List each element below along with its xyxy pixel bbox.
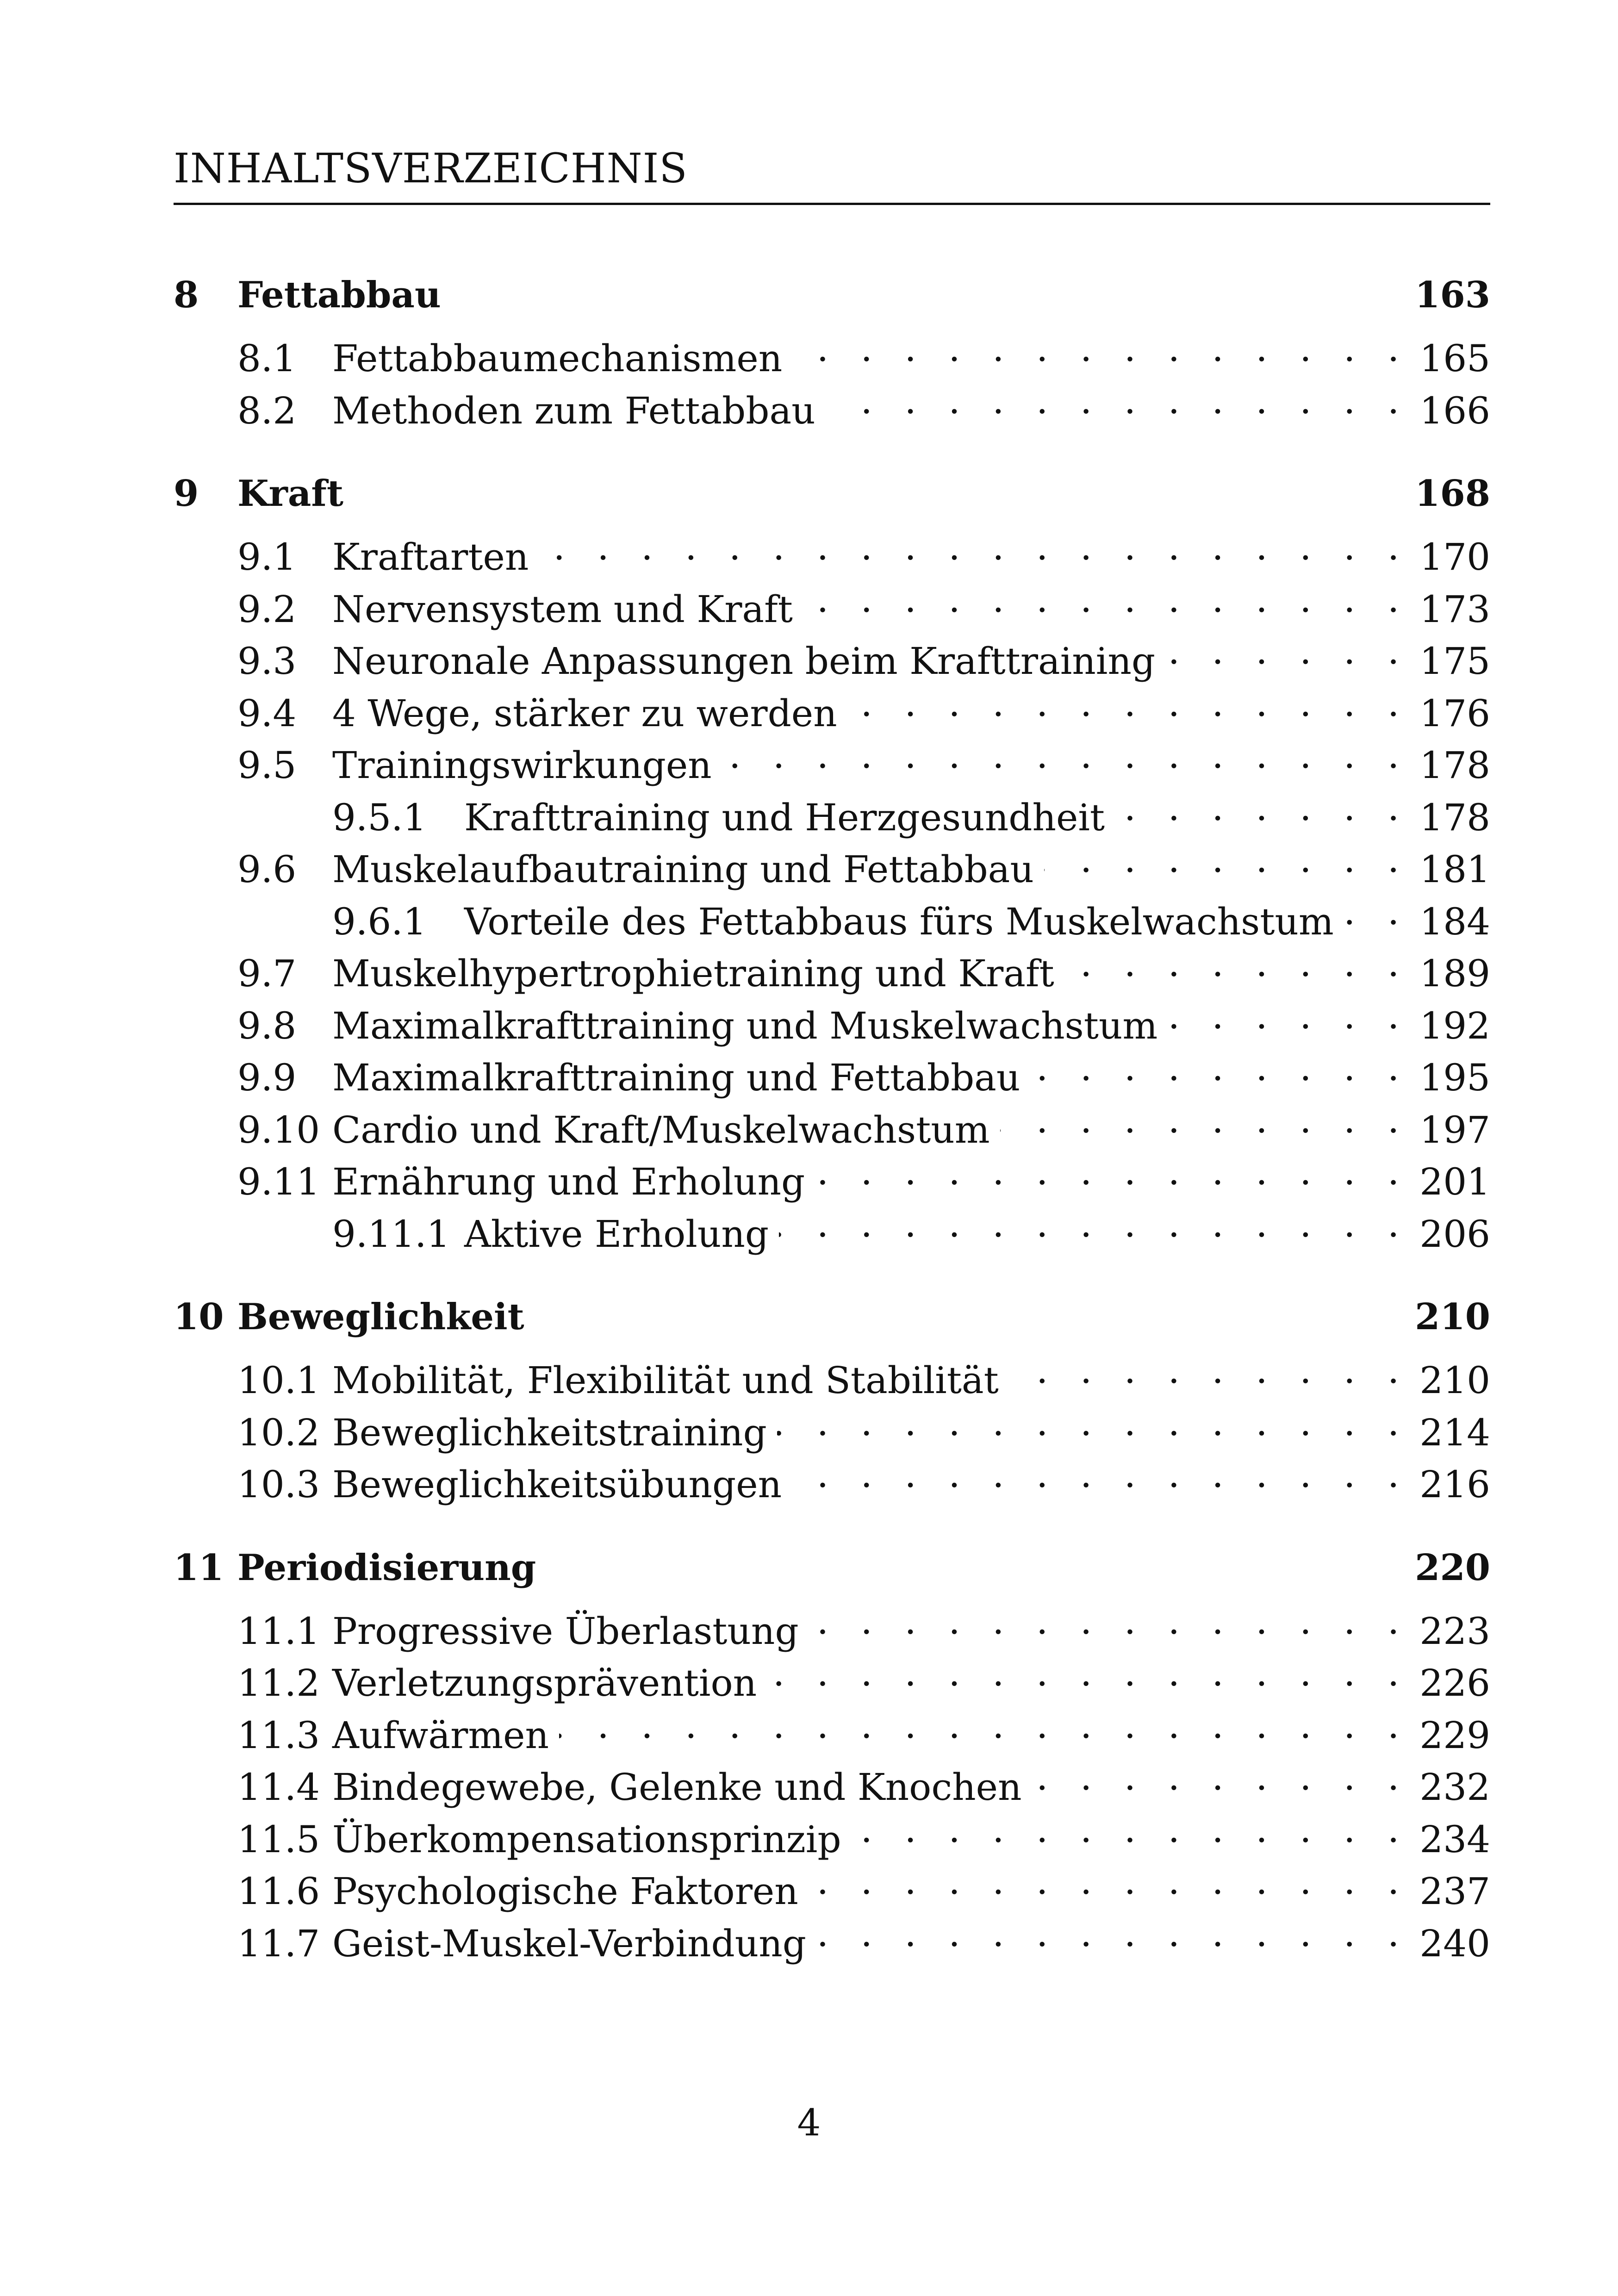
entry-title: 4 Wege, stärker zu werden xyxy=(332,691,837,735)
entry-number: 10.1 xyxy=(237,1359,320,1402)
dot-leader xyxy=(792,327,1409,371)
entry-number: 9.11.1 xyxy=(332,1212,450,1256)
entry-page: 232 xyxy=(1419,1766,1490,1809)
toc-subsection-row xyxy=(174,1202,1490,1255)
entry-page: 175 xyxy=(1419,640,1490,683)
entry-page: 176 xyxy=(1419,691,1490,735)
entry-title: Ernährung und Erholung xyxy=(332,1160,805,1203)
entry-number: 8.2 xyxy=(237,389,297,432)
entry-page: 178 xyxy=(1419,744,1490,787)
dot-leader xyxy=(803,578,1409,622)
toc-section-row xyxy=(174,327,1490,379)
toc-section-row xyxy=(174,1401,1490,1453)
toc-chapter-row xyxy=(174,1547,1490,1599)
dot-leader xyxy=(826,379,1410,423)
entry-title: Bindegewebe, Gelenke und Knochen xyxy=(332,1766,1022,1809)
entry-number: 9.4 xyxy=(237,691,297,735)
toc-section-row xyxy=(174,838,1490,890)
entry-number: 9.5.1 xyxy=(332,796,427,839)
toc-section-row xyxy=(174,1098,1490,1151)
dot-leader xyxy=(1009,1349,1410,1393)
dot-leader xyxy=(847,682,1410,726)
dot-leader xyxy=(815,1150,1409,1195)
entry-number: 9.5 xyxy=(237,744,297,787)
toc-section-row xyxy=(174,629,1490,682)
toc-section-row xyxy=(174,942,1490,994)
entry-page: 229 xyxy=(1419,1713,1490,1757)
chapter-number: 10 xyxy=(174,1296,224,1338)
dot-leader xyxy=(1044,838,1409,882)
entry-number: 9.8 xyxy=(237,1004,297,1047)
chapter-title: Fettabbau xyxy=(237,274,441,316)
chapter-title: Periodisierung xyxy=(237,1546,536,1589)
dot-leader xyxy=(852,1808,1410,1852)
entry-title: Cardio und Kraft/Muskelwachstum xyxy=(332,1108,990,1151)
entry-number: 9.9 xyxy=(237,1056,297,1099)
dot-leader xyxy=(1064,942,1410,986)
entry-number: 9.2 xyxy=(237,587,297,631)
entry-title: Neuronale Anpassungen beim Krafttraining xyxy=(332,640,1156,683)
entry-title: Psychologische Faktoren xyxy=(332,1870,798,1913)
toc-section-row xyxy=(174,1704,1490,1756)
entry-number: 11.6 xyxy=(237,1870,320,1913)
dot-leader xyxy=(809,1860,1410,1904)
dot-leader xyxy=(1165,629,1409,674)
entry-title: Maximalkrafttraining und Muskelwachstum xyxy=(332,1004,1158,1047)
toc-chapter-row xyxy=(174,473,1490,525)
dot-leader xyxy=(559,1704,1409,1748)
entry-title: Progressive Überlastung xyxy=(332,1609,799,1653)
toc-section-row xyxy=(174,525,1490,578)
entry-title: Beweglichkeitstraining xyxy=(332,1411,767,1454)
toc-chapter xyxy=(174,274,1490,431)
entry-title: Mobilität, Flexibilität und Stabilität xyxy=(332,1359,999,1402)
entry-number: 9.6 xyxy=(237,848,297,891)
chapter-title: Kraft xyxy=(237,473,344,515)
entry-number: 9.3 xyxy=(237,640,297,683)
dot-leader xyxy=(1168,994,1409,1039)
dot-leader xyxy=(816,1912,1409,1956)
entry-page: 201 xyxy=(1419,1160,1490,1203)
entry-page: 170 xyxy=(1419,535,1490,579)
entry-title: Geist-Muskel-Verbindung xyxy=(332,1922,806,1965)
toc-section-row xyxy=(174,1599,1490,1652)
entry-number: 11.2 xyxy=(237,1661,320,1705)
toc-section-row xyxy=(174,994,1490,1046)
table-of-contents xyxy=(174,274,1490,2005)
entry-page: 192 xyxy=(1419,1004,1490,1047)
dot-leader xyxy=(779,1202,1409,1247)
entry-number: 10.2 xyxy=(237,1411,320,1454)
entry-page: 237 xyxy=(1419,1870,1490,1913)
entry-page: 216 xyxy=(1419,1463,1490,1506)
chapter-page: 163 xyxy=(1415,274,1490,316)
entry-number: 11.7 xyxy=(237,1922,320,1965)
entry-title: Überkompensationsprinzip xyxy=(332,1817,841,1861)
chapter-number: 8 xyxy=(174,274,199,316)
entry-number: 11.1 xyxy=(237,1609,320,1653)
entry-title: Trainingswirkungen xyxy=(332,744,712,787)
entry-page: 197 xyxy=(1419,1108,1490,1151)
toc-chapter xyxy=(174,1296,1490,1505)
entry-page: 240 xyxy=(1419,1922,1490,1965)
chapter-number: 9 xyxy=(174,473,199,515)
dot-leader xyxy=(777,1401,1410,1445)
entry-title: Aktive Erholung xyxy=(464,1212,769,1256)
toc-section-row xyxy=(174,1046,1490,1098)
entry-title: Muskelhypertrophietraining und Kraft xyxy=(332,952,1054,995)
toc-subsection-row xyxy=(174,786,1490,838)
entry-number: 9.6.1 xyxy=(332,900,427,943)
chapter-page: 220 xyxy=(1415,1546,1490,1589)
entry-page: 234 xyxy=(1419,1817,1490,1861)
entry-page: 214 xyxy=(1419,1411,1490,1454)
chapter-page: 168 xyxy=(1415,473,1490,515)
entry-title: Aufwärmen xyxy=(332,1713,549,1757)
entry-title: Maximalkrafttraining und Fettabbau xyxy=(332,1056,1021,1099)
entry-page: 206 xyxy=(1419,1212,1490,1256)
toc-section-row xyxy=(174,1349,1490,1401)
dot-leader xyxy=(722,734,1410,778)
entry-number: 11.3 xyxy=(237,1713,320,1757)
dot-leader xyxy=(1030,1046,1409,1090)
dot-leader xyxy=(809,1599,1410,1644)
toc-chapter xyxy=(174,473,1490,1254)
entry-title: Krafttraining und Herzgesundheit xyxy=(464,796,1105,839)
dot-leader xyxy=(767,1651,1409,1696)
toc-section-row xyxy=(174,734,1490,786)
dot-leader xyxy=(1032,1755,1410,1800)
entry-title: Beweglichkeitsübungen xyxy=(332,1463,782,1506)
entry-page: 189 xyxy=(1419,952,1490,995)
toc-chapter-row xyxy=(174,1296,1490,1349)
dot-leader xyxy=(792,1453,1409,1497)
entry-number: 11.4 xyxy=(237,1766,320,1809)
entry-page: 181 xyxy=(1419,848,1490,891)
toc-section-row xyxy=(174,1860,1490,1912)
toc-section-row xyxy=(174,1808,1490,1860)
toc-section-row xyxy=(174,1755,1490,1808)
page-number: 4 xyxy=(797,2101,821,2144)
entry-number: 8.1 xyxy=(237,337,297,380)
entry-title: Nervensystem und Kraft xyxy=(332,587,793,631)
entry-number: 10.3 xyxy=(237,1463,320,1506)
header-rule xyxy=(174,203,1490,205)
toc-section-row xyxy=(174,1150,1490,1202)
entry-title: Muskelaufbautraining und Fettabbau xyxy=(332,848,1034,891)
entry-page: 195 xyxy=(1419,1056,1490,1099)
toc-section-row xyxy=(174,682,1490,734)
entry-page: 166 xyxy=(1419,389,1490,432)
dot-leader xyxy=(1115,786,1409,830)
chapter-title: Beweglichkeit xyxy=(237,1296,524,1338)
toc-subsection-row xyxy=(174,890,1490,942)
entry-page: 165 xyxy=(1419,337,1490,380)
entry-title: Methoden zum Fettabbau xyxy=(332,389,815,432)
chapter-number: 11 xyxy=(174,1546,224,1589)
entry-number: 9.7 xyxy=(237,952,297,995)
chapter-page: 210 xyxy=(1415,1296,1490,1338)
toc-section-row xyxy=(174,379,1490,431)
entry-page: 184 xyxy=(1419,900,1490,943)
entry-page: 173 xyxy=(1419,587,1490,631)
toc-section-row xyxy=(174,1651,1490,1704)
entry-page: 226 xyxy=(1419,1661,1490,1705)
running-head: INHALTSVERZEICHNIS xyxy=(174,144,688,192)
toc-section-row xyxy=(174,578,1490,630)
dot-leader xyxy=(539,525,1409,570)
dot-leader xyxy=(1000,1098,1410,1143)
entry-number: 9.10 xyxy=(237,1108,320,1151)
entry-number: 11.5 xyxy=(237,1817,320,1861)
toc-chapter-row xyxy=(174,274,1490,327)
entry-page: 223 xyxy=(1419,1609,1490,1653)
entry-title: Verletzungsprävention xyxy=(332,1661,757,1705)
toc-chapter xyxy=(174,1547,1490,1964)
entry-page: 210 xyxy=(1419,1359,1490,1402)
entry-title: Fettabbaumechanismen xyxy=(332,337,783,380)
entry-title: Vorteile des Fettabbaus fürs Muskelwachstum xyxy=(464,900,1334,943)
entry-title: Kraftarten xyxy=(332,535,529,579)
toc-section-row xyxy=(174,1453,1490,1505)
entry-number: 9.11 xyxy=(237,1160,320,1203)
entry-page: 178 xyxy=(1419,796,1490,839)
toc-section-row xyxy=(174,1912,1490,1964)
entry-number: 9.1 xyxy=(237,535,297,579)
dot-leader xyxy=(1344,890,1410,934)
